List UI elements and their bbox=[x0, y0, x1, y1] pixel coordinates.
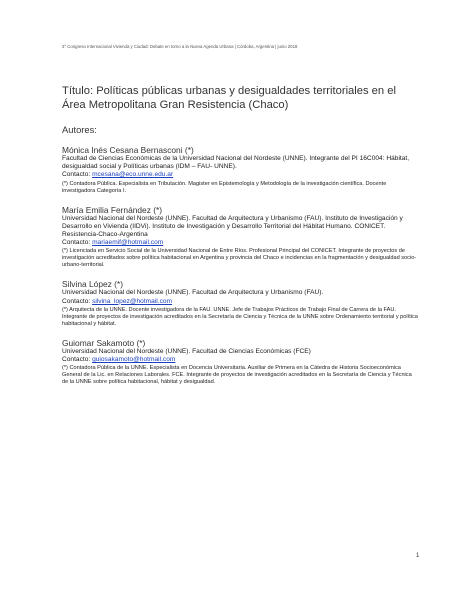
contact-label: Contacto: bbox=[62, 356, 93, 364]
author-affiliation: Universidad Nacional del Nordeste (UNNE). Facultad de Arquitectura y Urbanismo (FAU). Instituto de Investigación y Desarrollo en Vivienda (IIDVi). Instituto de Investigación y Desarrollo Territorial del Hábitat Humano. CONICET. Resistencia-Chaco-Argentina bbox=[62, 214, 403, 239]
author-affiliation: Facultad de Ciencias Económicas de la Universidad Nacional del Nordeste (UNNE). Integrante del PI 16C004: Hábitat, desigualdad social y Políticas urbanas (IDM – FAU- UNNE). bbox=[62, 155, 410, 171]
page-content bbox=[62, 84, 418, 396]
author-block bbox=[62, 338, 418, 386]
author-contact bbox=[62, 239, 418, 247]
author-affiliation: Universidad Nacional del Nordeste (UNNE). Facultad de Ciencias Económicas (FCE) bbox=[62, 347, 311, 355]
author-name: María Emilia Fernández (*) bbox=[62, 204, 163, 215]
author-block bbox=[62, 205, 418, 270]
author-block bbox=[62, 279, 418, 327]
page-number: 1 bbox=[416, 553, 420, 559]
author-name: Silvina López (*) bbox=[62, 279, 123, 290]
author-contact bbox=[62, 171, 418, 179]
email-link[interactable]: silvina_lopez@hotmail.com bbox=[92, 297, 173, 305]
contact-label: Contacto: bbox=[62, 239, 93, 247]
author-note: (*) Contadora Pública de la UNNE. Especialista en Docencia Universitaria. Auxiliar de Primera en la Cátedra de Historia Socioeconómica General de la Lic. en Relaciones Laborales. FCE. Integrante de proyectos de investigación acreditados en la Secretaría de Ciencia y Técnica de la UNNE sobre política habitacional, hábitat y desigualdad. bbox=[62, 365, 412, 386]
contact-label: Contacto: bbox=[62, 297, 93, 305]
author-note: (*) Arquitecta de la UNNE. Docente investigadora de la FAU. UNNE. Jefe de Trabajos Prácticos de Trabajo Final de Carrera de la FAU. Integrante de proyectos de investigación acreditados en la Secretaría de Ciencia y Técnica de la UNNE sobre Ordenamiento territorial y política habitacional y hábitat. bbox=[62, 306, 418, 327]
authors-heading: Autores: bbox=[62, 124, 97, 135]
email-link[interactable]: guiosakamoto@hotmail.com bbox=[92, 356, 176, 364]
author-note: (*) Contadora Pública. Especialista en Tributación. Magister en Epistemología y Metodología de la investigación científica. Docente investigadora Categoría I. bbox=[62, 180, 387, 194]
author-name: Mónica Inés Cesana Bernasconi (*) bbox=[62, 145, 194, 155]
author-contact bbox=[62, 356, 418, 364]
running-header: 3° Congreso Internacional Vivienda y Ciudad: Debate en torno a la Nueva Agenda Urbana | Córdoba, Argentina | junio 2018 bbox=[62, 44, 298, 49]
author-note: (*) Licenciada en Servicio Social de la Universidad Nacional de Entre Ríos. Profesional Principal del CONICET. Integrante de proyectos de investigación acreditados sobre política habitacional en Argentina y provincia del Chaco e incidencias en la fragmentación y desigualdad socio-urbano-territorial. bbox=[62, 248, 417, 269]
email-link[interactable]: mcesana@eco.unne.edu.ar bbox=[92, 171, 174, 179]
author-block bbox=[62, 145, 418, 195]
email-link[interactable]: mariaemif@hotmail.com bbox=[92, 239, 164, 247]
author-name: Guiomar Sakamoto (*) bbox=[62, 337, 146, 348]
author-affiliation: Universidad Nacional del Nordeste (UNNE). Facultad de Arquitectura y Urbanismo (FAU). bbox=[62, 289, 324, 297]
author-contact bbox=[62, 298, 418, 306]
contact-label: Contacto: bbox=[62, 171, 93, 179]
document-title: Título: Políticas públicas urbanas y desigualdades territoriales en el Área Metropolitana Gran Resistencia (Chaco) bbox=[62, 85, 396, 111]
